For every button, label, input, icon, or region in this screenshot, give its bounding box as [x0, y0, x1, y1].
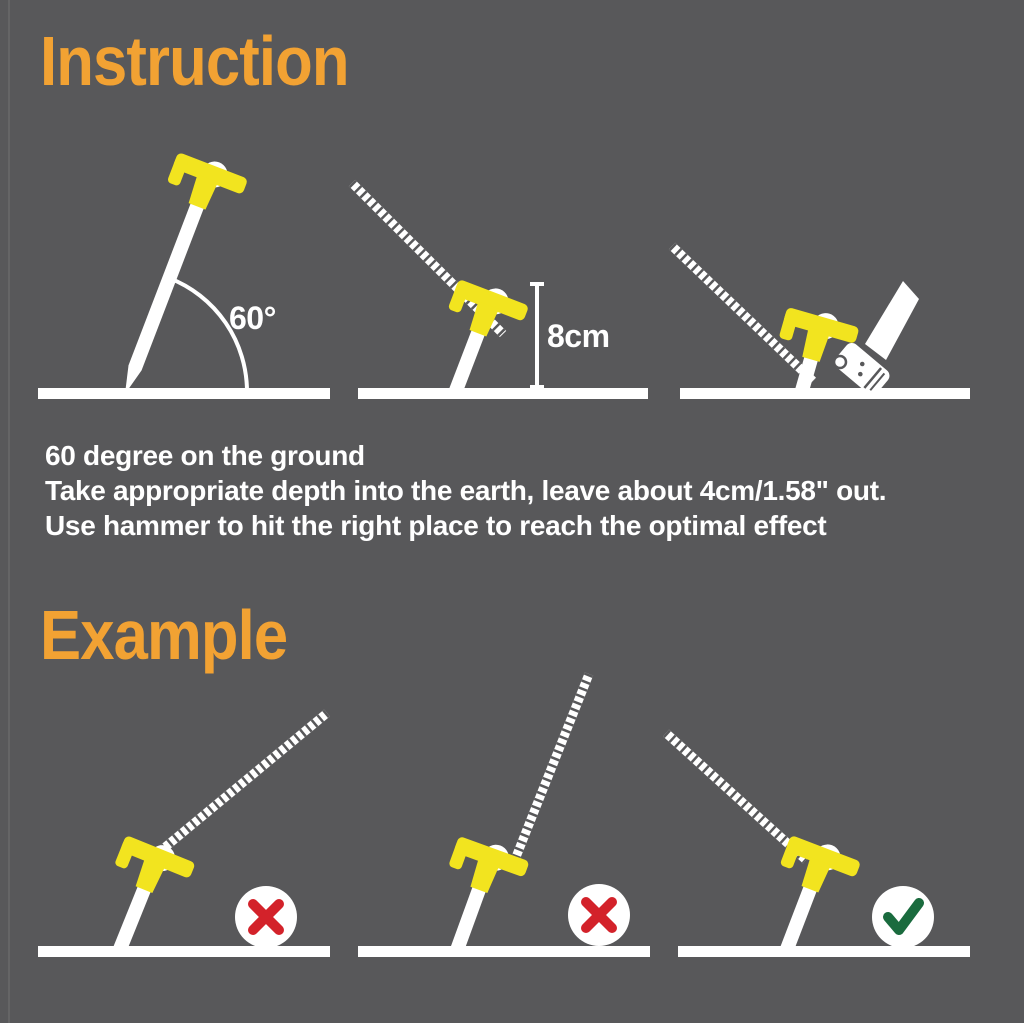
tent-peg: [420, 274, 531, 406]
example-wrong-rope-forward: [86, 713, 327, 963]
instruction-title: Instruction: [40, 22, 349, 100]
step-line-3: Use hammer to hit the right place to reach the optimal effect: [45, 510, 827, 541]
step-line-2: Take appropriate depth into the earth, leave about 4cm/1.58" out.: [45, 475, 887, 506]
check-mark-icon: [872, 886, 934, 948]
tent-peg: [752, 830, 863, 962]
exposed-height-label: 8cm: [547, 318, 610, 354]
diagram-peg-hammer: [672, 246, 919, 404]
ground-lines-bottom: [38, 946, 970, 957]
guy-rope: [516, 674, 589, 857]
example-correct: [666, 733, 934, 963]
guy-rope: [666, 733, 806, 860]
measure-line-8cm: [530, 284, 544, 387]
angle-label: 60°: [229, 300, 276, 336]
x-mark-icon: [568, 884, 630, 946]
x-mark-icon: [235, 886, 297, 948]
instruction-steps: [45, 438, 886, 543]
diagram-peg-angle: [90, 147, 250, 407]
guy-rope: [158, 713, 327, 853]
tent-peg: [90, 147, 250, 407]
hammer-handle: [865, 281, 919, 360]
example-wrong-rope-vertical: [422, 674, 630, 963]
tent-peg: [86, 830, 198, 963]
hammer-ring-hole: [834, 356, 846, 368]
step-line-1: 60 degree on the ground: [45, 440, 365, 471]
example-title: Example: [40, 596, 288, 674]
diagram-peg-depth: [352, 183, 544, 407]
ground-lines-top: [38, 388, 970, 399]
